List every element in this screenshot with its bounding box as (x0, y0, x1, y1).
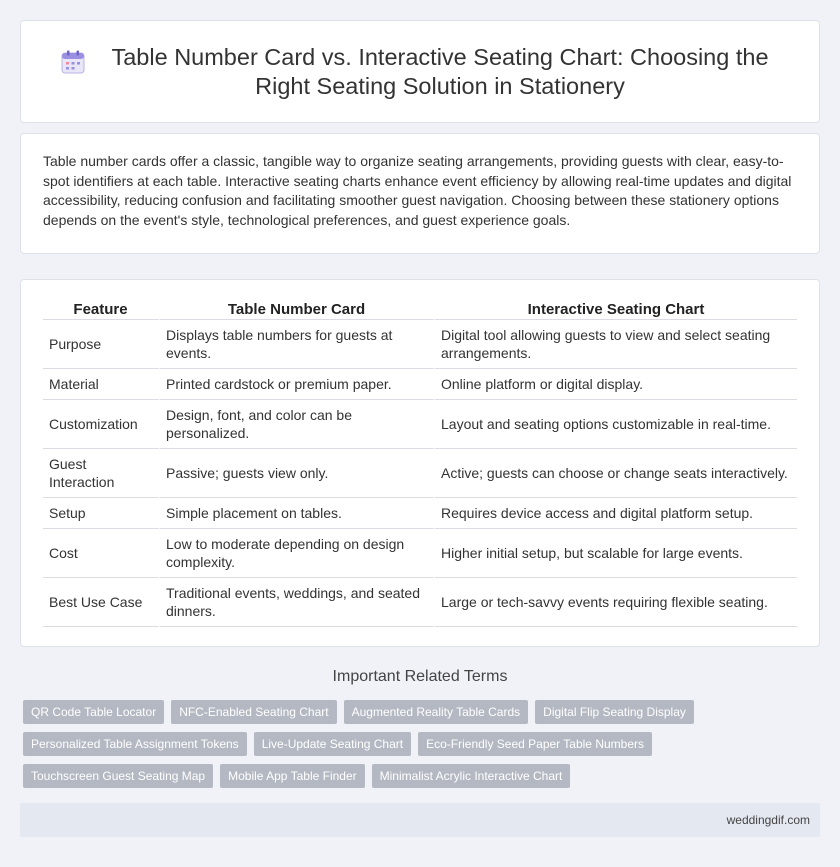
interactive-chart-cell: Online platform or digital display. (435, 369, 797, 400)
related-term-tag[interactable]: Personalized Table Assignment Tokens (23, 732, 247, 756)
table-number-card-cell: Traditional events, weddings, and seated dinners. (160, 578, 435, 627)
interactive-chart-cell: Active; guests can choose or change seats interactively. (435, 449, 797, 498)
comparison-card (20, 279, 820, 647)
feature-cell: Guest Interaction (43, 449, 160, 498)
interactive-chart-cell: Large or tech-savvy events requiring flexible seating. (435, 578, 797, 627)
intro-paragraph: Table number cards offer a classic, tangible way to organize seating arrangements, providing guests with clear, easy-to-spot identifiers at each table. Interactive seating charts enhance event efficiency by allowing real-time updates and digital accessibility, reducing confusion and facilitating smoother guest navigation. Choosing between these stationery options depends on the event's style, technological preferences, and guest experience goals. (43, 153, 792, 228)
tag-row (23, 732, 803, 756)
footer-site-link[interactable]: weddingdif.com (726, 813, 810, 827)
related-term-tag[interactable]: Minimalist Acrylic Interactive Chart (372, 764, 571, 788)
related-term-tag[interactable]: Touchscreen Guest Seating Map (23, 764, 213, 788)
footer (20, 803, 820, 837)
table-row (43, 578, 797, 627)
related-term-tag[interactable]: Augmented Reality Table Cards (344, 700, 529, 724)
table-row (43, 400, 797, 449)
table-number-card-cell: Design, font, and color can be personalized. (160, 400, 435, 449)
title-card (20, 20, 820, 123)
tag-row (23, 700, 803, 724)
interactive-chart-cell: Layout and seating options customizable in real-time. (435, 400, 797, 449)
related-term-tag[interactable]: NFC-Enabled Seating Chart (171, 700, 336, 724)
header-interactive-seating-chart: Interactive Seating Chart (435, 296, 797, 320)
related-term-tag[interactable]: Digital Flip Seating Display (535, 700, 694, 724)
interactive-chart-cell: Digital tool allowing guests to view and select seating arrangements. (435, 320, 797, 369)
feature-cell: Purpose (43, 320, 160, 369)
table-row (43, 369, 797, 400)
comparison-table (43, 296, 797, 627)
related-term-tag[interactable]: Mobile App Table Finder (220, 764, 365, 788)
table-header-row (43, 296, 797, 320)
related-term-tag[interactable]: Live-Update Seating Chart (254, 732, 411, 756)
table-number-card-cell: Printed cardstock or premium paper. (160, 369, 435, 400)
feature-cell: Cost (43, 529, 160, 578)
feature-cell: Material (43, 369, 160, 400)
table-row (43, 320, 797, 369)
related-term-tag[interactable]: QR Code Table Locator (23, 700, 164, 724)
related-terms-title: Important Related Terms (332, 668, 508, 685)
related-term-tag[interactable]: Eco-Friendly Seed Paper Table Numbers (418, 732, 652, 756)
table-number-card-cell: Low to moderate depending on design complexity. (160, 529, 435, 578)
table-number-card-cell: Passive; guests view only. (160, 449, 435, 498)
title-wrap (60, 43, 780, 101)
related-terms-tags (23, 700, 803, 796)
interactive-chart-cell: Higher initial setup, but scalable for large events. (435, 529, 797, 578)
calendar-icon (60, 49, 86, 75)
intro-card (20, 133, 820, 254)
tag-row (23, 764, 803, 788)
table-number-card-cell: Displays table numbers for guests at events. (160, 320, 435, 369)
feature-cell: Setup (43, 498, 160, 529)
header-table-number-card: Table Number Card (160, 296, 435, 320)
table-row (43, 498, 797, 529)
table-row (43, 529, 797, 578)
header-feature: Feature (43, 296, 160, 320)
interactive-chart-cell: Requires device access and digital platform setup. (435, 498, 797, 529)
feature-cell: Best Use Case (43, 578, 160, 627)
table-row (43, 449, 797, 498)
page-title: Table Number Card vs. Interactive Seating Chart: Choosing the Right Seating Solution in Stationery (111, 43, 769, 99)
feature-cell: Customization (43, 400, 160, 449)
table-number-card-cell: Simple placement on tables. (160, 498, 435, 529)
